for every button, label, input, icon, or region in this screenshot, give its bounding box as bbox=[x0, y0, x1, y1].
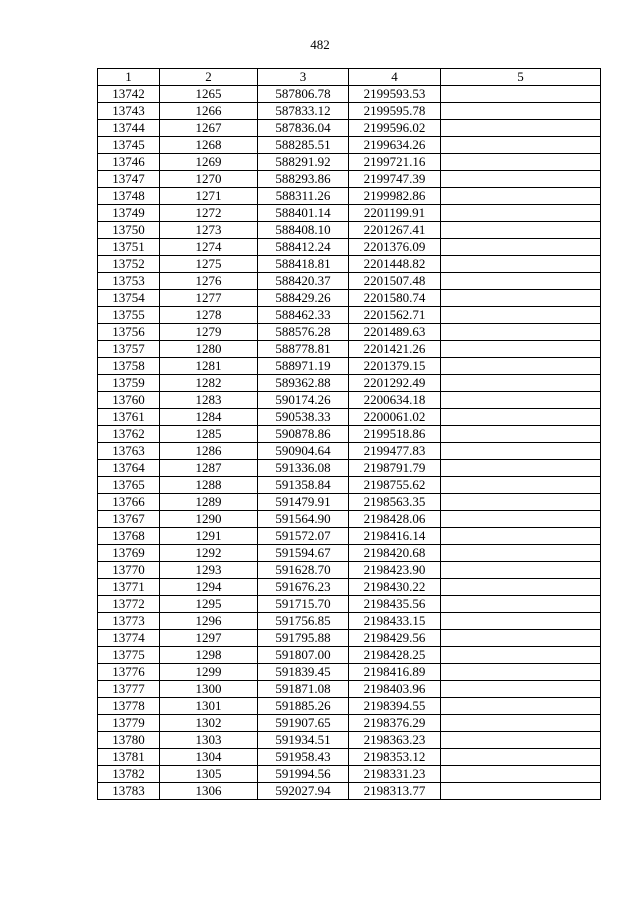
table-cell-col-1: 13761 bbox=[98, 409, 160, 426]
table-cell-col-3: 591958.43 bbox=[258, 749, 349, 766]
table-cell-col-2: 1280 bbox=[160, 341, 258, 358]
table-cell-col-3: 588285.51 bbox=[258, 137, 349, 154]
table-cell-col-2: 1281 bbox=[160, 358, 258, 375]
table-cell-col-2: 1277 bbox=[160, 290, 258, 307]
table-cell-col-1: 13756 bbox=[98, 324, 160, 341]
table-cell-col-1: 13755 bbox=[98, 307, 160, 324]
table-cell-col-5 bbox=[441, 630, 601, 647]
table-cell-col-2: 1278 bbox=[160, 307, 258, 324]
table-cell-col-3: 590538.33 bbox=[258, 409, 349, 426]
table-row bbox=[98, 766, 601, 783]
table-cell-col-4: 2198363.23 bbox=[349, 732, 441, 749]
table-cell-col-2: 1299 bbox=[160, 664, 258, 681]
table-cell-col-3: 591871.08 bbox=[258, 681, 349, 698]
table-cell-col-2: 1269 bbox=[160, 154, 258, 171]
column-header-4: 4 bbox=[349, 69, 441, 86]
table-cell-col-4: 2198403.96 bbox=[349, 681, 441, 698]
table-cell-col-3: 591479.91 bbox=[258, 494, 349, 511]
table-cell-col-5 bbox=[441, 528, 601, 545]
table-cell-col-3: 591839.45 bbox=[258, 664, 349, 681]
table-cell-col-5 bbox=[441, 647, 601, 664]
table-cell-col-3: 587806.78 bbox=[258, 86, 349, 103]
table-cell-col-2: 1297 bbox=[160, 630, 258, 647]
table-cell-col-1: 13778 bbox=[98, 698, 160, 715]
table-cell-col-1: 13763 bbox=[98, 443, 160, 460]
table-row bbox=[98, 443, 601, 460]
table-row bbox=[98, 188, 601, 205]
table-cell-col-2: 1283 bbox=[160, 392, 258, 409]
table-cell-col-1: 13771 bbox=[98, 579, 160, 596]
table-cell-col-4: 2199747.39 bbox=[349, 171, 441, 188]
table-cell-col-1: 13754 bbox=[98, 290, 160, 307]
table-cell-col-1: 13744 bbox=[98, 120, 160, 137]
table-cell-col-2: 1292 bbox=[160, 545, 258, 562]
table-cell-col-1: 13752 bbox=[98, 256, 160, 273]
table-row bbox=[98, 494, 601, 511]
table-row bbox=[98, 375, 601, 392]
table-cell-col-2: 1275 bbox=[160, 256, 258, 273]
table-row bbox=[98, 358, 601, 375]
table-cell-col-4: 2198313.77 bbox=[349, 783, 441, 800]
table-cell-col-4: 2198394.55 bbox=[349, 698, 441, 715]
table-cell-col-3: 591885.26 bbox=[258, 698, 349, 715]
table-cell-col-1: 13774 bbox=[98, 630, 160, 647]
table-cell-col-1: 13758 bbox=[98, 358, 160, 375]
table-cell-col-2: 1294 bbox=[160, 579, 258, 596]
table-cell-col-3: 590904.64 bbox=[258, 443, 349, 460]
column-header-3: 3 bbox=[258, 69, 349, 86]
table-row bbox=[98, 239, 601, 256]
table-cell-col-2: 1306 bbox=[160, 783, 258, 800]
table-cell-col-1: 13753 bbox=[98, 273, 160, 290]
table-cell-col-4: 2201292.49 bbox=[349, 375, 441, 392]
table-cell-col-3: 591715.70 bbox=[258, 596, 349, 613]
table-cell-col-2: 1284 bbox=[160, 409, 258, 426]
table-row bbox=[98, 477, 601, 494]
table-row bbox=[98, 86, 601, 103]
table-row bbox=[98, 256, 601, 273]
table-cell-col-5 bbox=[441, 579, 601, 596]
table-row bbox=[98, 596, 601, 613]
table-cell-col-4: 2201379.15 bbox=[349, 358, 441, 375]
table-cell-col-4: 2198423.90 bbox=[349, 562, 441, 579]
table-cell-col-5 bbox=[441, 137, 601, 154]
table-cell-col-1: 13772 bbox=[98, 596, 160, 613]
table-cell-col-4: 2198428.06 bbox=[349, 511, 441, 528]
table-cell-col-5 bbox=[441, 715, 601, 732]
table-cell-col-1: 13775 bbox=[98, 647, 160, 664]
table-row bbox=[98, 341, 601, 358]
table-cell-col-4: 2198353.12 bbox=[349, 749, 441, 766]
table-cell-col-5 bbox=[441, 613, 601, 630]
table-cell-col-5 bbox=[441, 460, 601, 477]
table-cell-col-3: 591994.56 bbox=[258, 766, 349, 783]
table-cell-col-3: 588778.81 bbox=[258, 341, 349, 358]
table-cell-col-4: 2201448.82 bbox=[349, 256, 441, 273]
header-row bbox=[98, 69, 601, 86]
table-row bbox=[98, 103, 601, 120]
table-cell-col-2: 1266 bbox=[160, 103, 258, 120]
table-cell-col-1: 13780 bbox=[98, 732, 160, 749]
table-cell-col-3: 588311.26 bbox=[258, 188, 349, 205]
table-row bbox=[98, 630, 601, 647]
table-cell-col-1: 13759 bbox=[98, 375, 160, 392]
table-cell-col-1: 13745 bbox=[98, 137, 160, 154]
table-cell-col-3: 588420.37 bbox=[258, 273, 349, 290]
table-cell-col-3: 591676.23 bbox=[258, 579, 349, 596]
table-row bbox=[98, 426, 601, 443]
table-cell-col-4: 2199593.53 bbox=[349, 86, 441, 103]
table-cell-col-4: 2198791.79 bbox=[349, 460, 441, 477]
table-cell-col-2: 1303 bbox=[160, 732, 258, 749]
table-cell-col-1: 13748 bbox=[98, 188, 160, 205]
table-cell-col-2: 1271 bbox=[160, 188, 258, 205]
table-cell-col-5 bbox=[441, 188, 601, 205]
table-cell-col-5 bbox=[441, 732, 601, 749]
table-cell-col-3: 587836.04 bbox=[258, 120, 349, 137]
table-cell-col-4: 2198429.56 bbox=[349, 630, 441, 647]
table-row bbox=[98, 460, 601, 477]
table-row bbox=[98, 324, 601, 341]
table-cell-col-2: 1293 bbox=[160, 562, 258, 579]
table-cell-col-3: 591594.67 bbox=[258, 545, 349, 562]
table-cell-col-5 bbox=[441, 239, 601, 256]
table-row bbox=[98, 528, 601, 545]
table-cell-col-5 bbox=[441, 154, 601, 171]
table-row bbox=[98, 137, 601, 154]
table-cell-col-4: 2199721.16 bbox=[349, 154, 441, 171]
table-row bbox=[98, 562, 601, 579]
table-cell-col-1: 13777 bbox=[98, 681, 160, 698]
table-cell-col-3: 588971.19 bbox=[258, 358, 349, 375]
table-cell-col-1: 13764 bbox=[98, 460, 160, 477]
table-cell-col-1: 13768 bbox=[98, 528, 160, 545]
table-row bbox=[98, 715, 601, 732]
table-cell-col-1: 13765 bbox=[98, 477, 160, 494]
table-cell-col-5 bbox=[441, 341, 601, 358]
table-cell-col-5 bbox=[441, 664, 601, 681]
table-row bbox=[98, 681, 601, 698]
table-cell-col-2: 1288 bbox=[160, 477, 258, 494]
table-cell-col-3: 588408.10 bbox=[258, 222, 349, 239]
table-cell-col-2: 1298 bbox=[160, 647, 258, 664]
table-cell-col-2: 1282 bbox=[160, 375, 258, 392]
table-cell-col-4: 2200634.18 bbox=[349, 392, 441, 409]
table-cell-col-4: 2198428.25 bbox=[349, 647, 441, 664]
table-cell-col-4: 2201376.09 bbox=[349, 239, 441, 256]
table-cell-col-1: 13782 bbox=[98, 766, 160, 783]
table-row bbox=[98, 783, 601, 800]
table-row bbox=[98, 171, 601, 188]
table-row bbox=[98, 205, 601, 222]
table-cell-col-1: 13762 bbox=[98, 426, 160, 443]
table-cell-col-3: 589362.88 bbox=[258, 375, 349, 392]
table-cell-col-5 bbox=[441, 392, 601, 409]
table-cell-col-3: 591807.00 bbox=[258, 647, 349, 664]
table-cell-col-1: 13743 bbox=[98, 103, 160, 120]
table-cell-col-1: 13750 bbox=[98, 222, 160, 239]
table-cell-col-5 bbox=[441, 596, 601, 613]
table-cell-col-3: 591564.90 bbox=[258, 511, 349, 528]
table-row bbox=[98, 409, 601, 426]
table-cell-col-2: 1274 bbox=[160, 239, 258, 256]
table-cell-col-2: 1305 bbox=[160, 766, 258, 783]
table-cell-col-2: 1291 bbox=[160, 528, 258, 545]
table-cell-col-5 bbox=[441, 766, 601, 783]
table-cell-col-3: 591907.65 bbox=[258, 715, 349, 732]
table-cell-col-3: 588401.14 bbox=[258, 205, 349, 222]
table-cell-col-4: 2198563.35 bbox=[349, 494, 441, 511]
table-row bbox=[98, 732, 601, 749]
table-row bbox=[98, 154, 601, 171]
table-cell-col-5 bbox=[441, 205, 601, 222]
table-cell-col-4: 2199595.78 bbox=[349, 103, 441, 120]
table-cell-col-1: 13766 bbox=[98, 494, 160, 511]
table-row bbox=[98, 647, 601, 664]
table-cell-col-4: 2201580.74 bbox=[349, 290, 441, 307]
table-cell-col-3: 591795.88 bbox=[258, 630, 349, 647]
table-cell-col-5 bbox=[441, 171, 601, 188]
table-cell-col-4: 2198331.23 bbox=[349, 766, 441, 783]
table-cell-col-4: 2198430.22 bbox=[349, 579, 441, 596]
table-cell-col-4: 2198376.29 bbox=[349, 715, 441, 732]
table-row bbox=[98, 290, 601, 307]
table-cell-col-1: 13747 bbox=[98, 171, 160, 188]
table-cell-col-1: 13760 bbox=[98, 392, 160, 409]
table-cell-col-5 bbox=[441, 375, 601, 392]
table-cell-col-4: 2199982.86 bbox=[349, 188, 441, 205]
table-cell-col-4: 2198416.14 bbox=[349, 528, 441, 545]
table-cell-col-4: 2201421.26 bbox=[349, 341, 441, 358]
table-cell-col-5 bbox=[441, 494, 601, 511]
table-row bbox=[98, 545, 601, 562]
table-cell-col-5 bbox=[441, 120, 601, 137]
table-cell-col-2: 1272 bbox=[160, 205, 258, 222]
table-cell-col-4: 2198755.62 bbox=[349, 477, 441, 494]
table-cell-col-4: 2199596.02 bbox=[349, 120, 441, 137]
table-cell-col-5 bbox=[441, 358, 601, 375]
table-cell-col-3: 588418.81 bbox=[258, 256, 349, 273]
table-cell-col-1: 13776 bbox=[98, 664, 160, 681]
table-cell-col-5 bbox=[441, 307, 601, 324]
table-cell-col-4: 2199634.26 bbox=[349, 137, 441, 154]
table-cell-col-4: 2201562.71 bbox=[349, 307, 441, 324]
table-cell-col-2: 1289 bbox=[160, 494, 258, 511]
table-cell-col-2: 1304 bbox=[160, 749, 258, 766]
table-row bbox=[98, 749, 601, 766]
table-cell-col-1: 13779 bbox=[98, 715, 160, 732]
table-cell-col-5 bbox=[441, 409, 601, 426]
table-row bbox=[98, 120, 601, 137]
table-cell-col-2: 1265 bbox=[160, 86, 258, 103]
table-row bbox=[98, 307, 601, 324]
table-cell-col-3: 591572.07 bbox=[258, 528, 349, 545]
table-cell-col-3: 591358.84 bbox=[258, 477, 349, 494]
table-cell-col-5 bbox=[441, 324, 601, 341]
table-cell-col-2: 1286 bbox=[160, 443, 258, 460]
table-cell-col-5 bbox=[441, 698, 601, 715]
table-cell-col-1: 13769 bbox=[98, 545, 160, 562]
table-row bbox=[98, 392, 601, 409]
table-header bbox=[98, 69, 601, 86]
table-cell-col-4: 2201267.41 bbox=[349, 222, 441, 239]
table-cell-col-1: 13746 bbox=[98, 154, 160, 171]
table-cell-col-2: 1290 bbox=[160, 511, 258, 528]
table-cell-col-1: 13742 bbox=[98, 86, 160, 103]
table-cell-col-5 bbox=[441, 256, 601, 273]
table-cell-col-1: 13770 bbox=[98, 562, 160, 579]
table-row bbox=[98, 613, 601, 630]
table-cell-col-3: 588429.26 bbox=[258, 290, 349, 307]
table-cell-col-5 bbox=[441, 562, 601, 579]
table-row bbox=[98, 222, 601, 239]
column-header-5: 5 bbox=[441, 69, 601, 86]
table-cell-col-3: 588462.33 bbox=[258, 307, 349, 324]
table-cell-col-1: 13757 bbox=[98, 341, 160, 358]
table-cell-col-3: 588293.86 bbox=[258, 171, 349, 188]
table-cell-col-3: 591336.08 bbox=[258, 460, 349, 477]
table-cell-col-5 bbox=[441, 290, 601, 307]
table-cell-col-4: 2199518.86 bbox=[349, 426, 441, 443]
table-cell-col-4: 2198420.68 bbox=[349, 545, 441, 562]
table-cell-col-5 bbox=[441, 443, 601, 460]
table-cell-col-5 bbox=[441, 273, 601, 290]
table-cell-col-3: 592027.94 bbox=[258, 783, 349, 800]
table-cell-col-5 bbox=[441, 426, 601, 443]
table-cell-col-2: 1302 bbox=[160, 715, 258, 732]
table-row bbox=[98, 273, 601, 290]
table-cell-col-4: 2201199.91 bbox=[349, 205, 441, 222]
table-cell-col-4: 2199477.83 bbox=[349, 443, 441, 460]
table-cell-col-5 bbox=[441, 86, 601, 103]
table-cell-col-2: 1276 bbox=[160, 273, 258, 290]
table-cell-col-5 bbox=[441, 681, 601, 698]
table-cell-col-1: 13773 bbox=[98, 613, 160, 630]
table-cell-col-5 bbox=[441, 477, 601, 494]
table-cell-col-4: 2201489.63 bbox=[349, 324, 441, 341]
table-cell-col-4: 2198433.15 bbox=[349, 613, 441, 630]
table-cell-col-3: 587833.12 bbox=[258, 103, 349, 120]
table-cell-col-3: 591628.70 bbox=[258, 562, 349, 579]
table-cell-col-4: 2198435.56 bbox=[349, 596, 441, 613]
table-cell-col-2: 1296 bbox=[160, 613, 258, 630]
table-cell-col-5 bbox=[441, 103, 601, 120]
table-cell-col-5 bbox=[441, 749, 601, 766]
table-cell-col-5 bbox=[441, 783, 601, 800]
table-cell-col-4: 2201507.48 bbox=[349, 273, 441, 290]
table-row bbox=[98, 579, 601, 596]
table-cell-col-1: 13781 bbox=[98, 749, 160, 766]
table-cell-col-2: 1270 bbox=[160, 171, 258, 188]
table-cell-col-2: 1268 bbox=[160, 137, 258, 154]
table-cell-col-2: 1287 bbox=[160, 460, 258, 477]
table-cell-col-3: 588576.28 bbox=[258, 324, 349, 341]
table-cell-col-5 bbox=[441, 222, 601, 239]
table-cell-col-2: 1273 bbox=[160, 222, 258, 239]
page-number: 482 bbox=[310, 37, 330, 52]
table-cell-col-3: 588412.24 bbox=[258, 239, 349, 256]
table-cell-col-1: 13783 bbox=[98, 783, 160, 800]
table-row bbox=[98, 664, 601, 681]
table-cell-col-2: 1300 bbox=[160, 681, 258, 698]
table-cell-col-5 bbox=[441, 545, 601, 562]
table-cell-col-3: 588291.92 bbox=[258, 154, 349, 171]
column-header-2: 2 bbox=[160, 69, 258, 86]
table-cell-col-2: 1285 bbox=[160, 426, 258, 443]
coordinates-table bbox=[97, 68, 601, 800]
table-cell-col-2: 1279 bbox=[160, 324, 258, 341]
table-cell-col-1: 13767 bbox=[98, 511, 160, 528]
table-cell-col-3: 590174.26 bbox=[258, 392, 349, 409]
table-cell-col-4: 2198416.89 bbox=[349, 664, 441, 681]
table-cell-col-3: 591756.85 bbox=[258, 613, 349, 630]
table-cell-col-4: 2200061.02 bbox=[349, 409, 441, 426]
table-row bbox=[98, 511, 601, 528]
table-cell-col-2: 1295 bbox=[160, 596, 258, 613]
table-cell-col-2: 1267 bbox=[160, 120, 258, 137]
table-cell-col-3: 590878.86 bbox=[258, 426, 349, 443]
table-cell-col-1: 13749 bbox=[98, 205, 160, 222]
table-cell-col-1: 13751 bbox=[98, 239, 160, 256]
table-cell-col-2: 1301 bbox=[160, 698, 258, 715]
table-body bbox=[98, 86, 601, 800]
table-row bbox=[98, 698, 601, 715]
column-header-1: 1 bbox=[98, 69, 160, 86]
table-cell-col-3: 591934.51 bbox=[258, 732, 349, 749]
table-cell-col-5 bbox=[441, 511, 601, 528]
